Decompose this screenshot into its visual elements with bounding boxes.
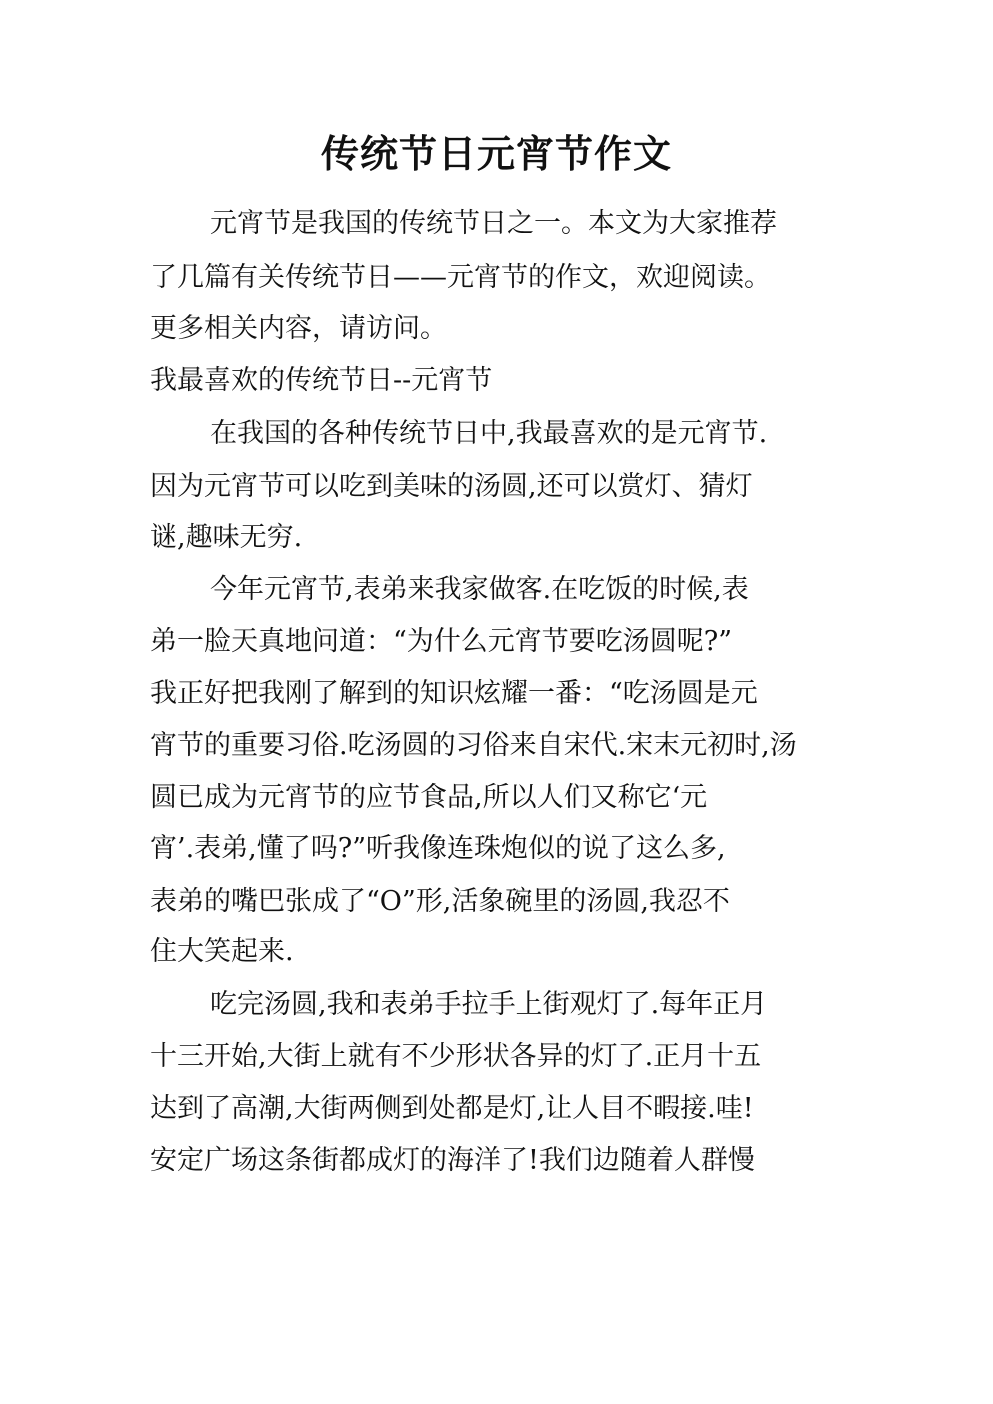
paragraph-2-line-5: 圆已成为元宵节的应节食品,所以人们又称它‘元 <box>150 782 708 813</box>
intro-line-3: 更多相关内容，请访问。 <box>150 313 447 344</box>
paragraph-2-line-2: 弟一脸天真地问道：“为什么元宵节要吃汤圆呢?” <box>150 626 733 657</box>
paragraph-2-line-7: 表弟的嘴巴张成了“O”形,活象碗里的汤圆,我忍不 <box>150 886 730 917</box>
paragraph-1-line-1: 在我国的各种传统节日中,我最喜欢的是元宵节. <box>210 418 768 449</box>
paragraph-2-line-4: 宵节的重要习俗.吃汤圆的习俗来自宋代.宋末元初时,汤 <box>150 730 797 761</box>
intro-line-1: 元宵节是我国的传统节日之一。本文为大家推荐 <box>210 208 777 239</box>
paragraph-3-line-4: 安定广场这条街都成灯的海洋了!我们边随着人群慢 <box>150 1145 755 1176</box>
section-heading: 我最喜欢的传统节日--元宵节 <box>150 365 493 396</box>
paragraph-1-line-2: 因为元宵节可以吃到美味的汤圆,还可以赏灯、猜灯 <box>150 471 753 502</box>
intro-line-2: 了几篇有关传统节日——元宵节的作文，欢迎阅读。 <box>150 262 771 293</box>
paragraph-3-line-1: 吃完汤圆,我和表弟手拉手上街观灯了.每年正月 <box>210 989 768 1020</box>
paragraph-3-line-3: 达到了高潮,大街两侧到处都是灯,让人目不暇接.哇! <box>150 1093 754 1124</box>
paragraph-1-line-3: 谜,趣味无穷. <box>150 522 303 553</box>
document-title: 传统节日元宵节作文 <box>320 132 672 176</box>
paragraph-2-line-6: 宵’.表弟,懂了吗?”听我像连珠炮似的说了这么多, <box>150 833 726 864</box>
paragraph-2-line-1: 今年元宵节,表弟来我家做客.在吃饭的时候,表 <box>210 574 749 605</box>
paragraph-2-line-3: 我正好把我刚了解到的知识炫耀一番：“吃汤圆是元 <box>150 678 758 709</box>
paragraph-2-line-8: 住大笑起来. <box>150 936 294 967</box>
paragraph-3-line-2: 十三开始,大街上就有不少形状各异的灯了.正月十五 <box>150 1041 762 1072</box>
